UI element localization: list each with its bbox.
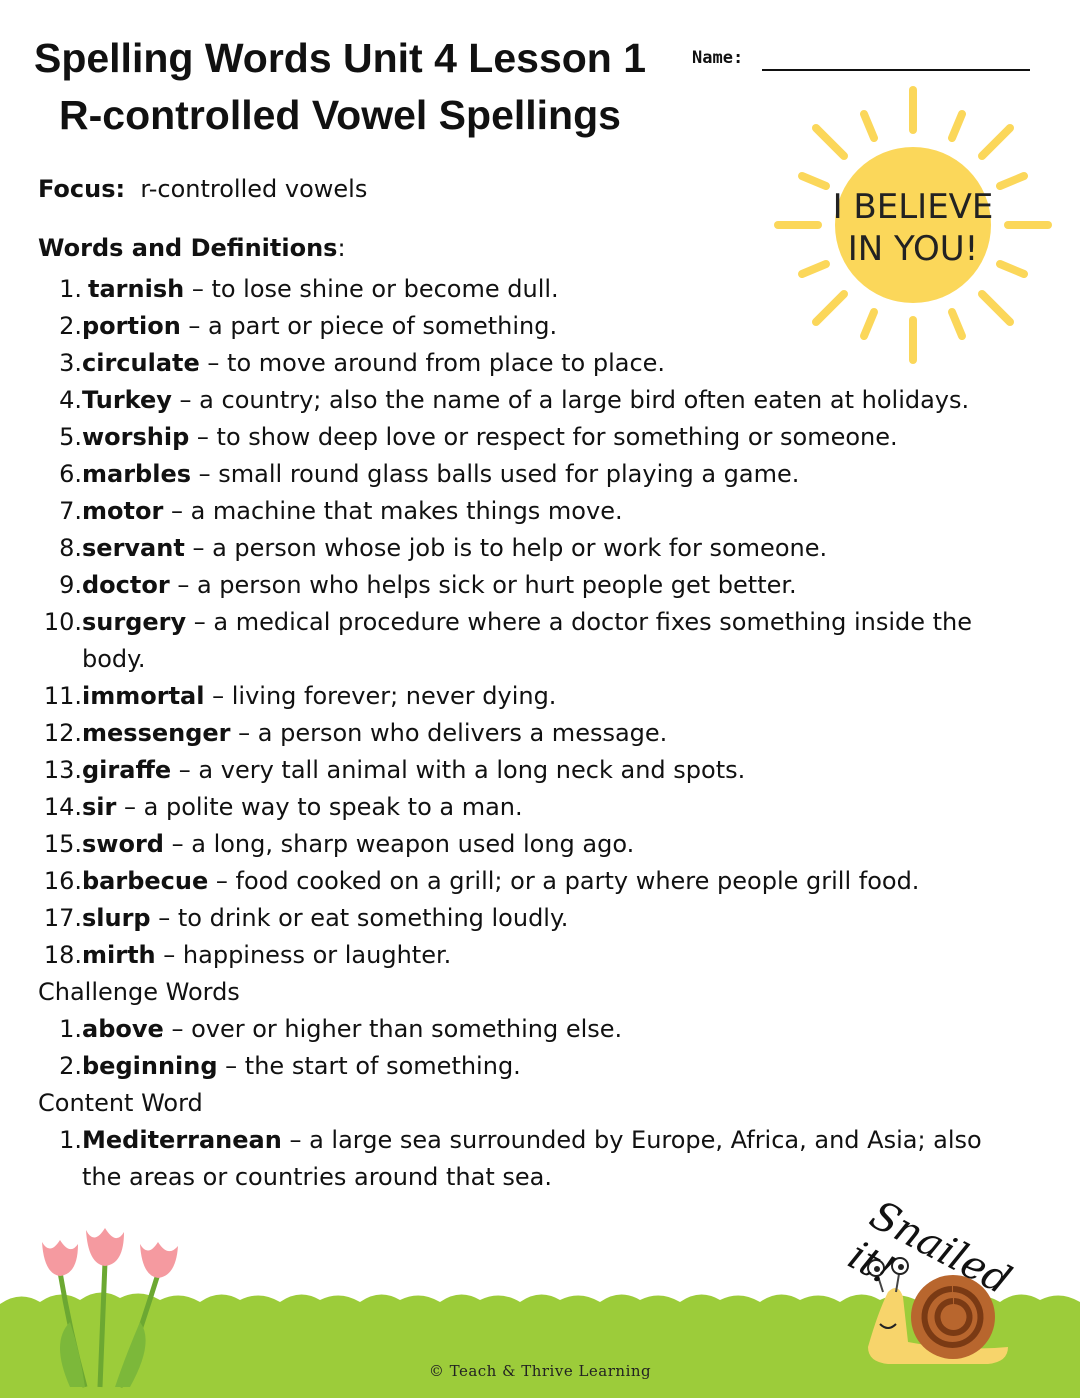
item-number: 9. (59, 571, 82, 599)
item-entry (82, 752, 1028, 789)
item-number: 10. (43, 608, 82, 636)
item-entry (82, 308, 1028, 345)
list-item (38, 308, 1028, 345)
name-blank-line[interactable] (762, 69, 1030, 71)
snailed-it-caption: Snailed it! (840, 1192, 1019, 1304)
vocab-word: doctor (82, 571, 170, 599)
title-line-2: R-controlled Vowel Spellings (59, 92, 621, 138)
item-entry (82, 530, 1028, 567)
item-entry (82, 1048, 1028, 1085)
list-item (38, 604, 1028, 678)
definition: – to drink or eat something loudly. (158, 904, 569, 932)
list-item (38, 456, 1028, 493)
list-item (38, 789, 1028, 826)
definition: – happiness or laughter. (163, 941, 452, 969)
definition: – the start of something. (225, 1052, 521, 1080)
list-item (38, 271, 1028, 308)
item-entry (82, 271, 1028, 308)
title-line-1: Spelling Words Unit 4 Lesson 1 (33, 35, 647, 81)
sun-text-line-2: IN YOU! (847, 229, 979, 269)
vocab-word: slurp (82, 904, 151, 932)
vocab-word: sword (82, 830, 164, 858)
item-number: 5. (59, 423, 82, 451)
item-number: 1. (59, 1015, 82, 1043)
list-item (38, 863, 1028, 900)
item-entry (82, 345, 1028, 382)
definition: – a machine that makes things move. (170, 497, 623, 525)
spelling-words (38, 271, 1028, 974)
words-heading: Words and Definitions: (38, 234, 346, 262)
item-entry (82, 419, 1028, 456)
definition: – a part or piece of something. (188, 312, 558, 340)
definition: – food cooked on a grill; or a party where people grill food. (215, 867, 920, 895)
definition: – a very tall animal with a long neck and spots. (178, 756, 746, 784)
list-item (38, 419, 1028, 456)
item-entry (82, 678, 1028, 715)
definition: – a person who helps sick or hurt people get better. (177, 571, 797, 599)
definition: – to move around from place to place. (207, 349, 666, 377)
vocab-word: above (82, 1015, 164, 1043)
vocab-word: surgery (82, 608, 187, 636)
definition: – a medical procedure where a doctor fixes something inside the body. (82, 608, 973, 673)
list-item (38, 715, 1028, 752)
list-item (38, 1048, 1028, 1085)
list-item (38, 530, 1028, 567)
item-entry (82, 456, 1028, 493)
vocab-word: worship (82, 423, 190, 451)
challenge-heading: Challenge Words (38, 978, 240, 1006)
item-number: 17. (43, 904, 82, 932)
name-label: Name: (692, 48, 744, 68)
item-entry (82, 789, 1028, 826)
vocab-word: Turkey (82, 386, 172, 414)
definition: – a person who delivers a message. (238, 719, 668, 747)
list-item (38, 567, 1028, 604)
definition: – over or higher than something else. (171, 1015, 623, 1043)
definition: – living forever; never dying. (212, 682, 557, 710)
item-number: 16. (43, 867, 82, 895)
item-entry (82, 604, 1028, 678)
item-entry (82, 863, 1028, 900)
definition: – a person whose job is to help or work for someone. (192, 534, 828, 562)
vocab-word: sir (82, 793, 117, 821)
item-number: 2. (59, 1052, 82, 1080)
list-item (38, 1011, 1028, 1048)
vocab-word: Mediterranean (82, 1126, 282, 1154)
item-number: 15. (43, 830, 82, 858)
item-entry (82, 493, 1028, 530)
page-title (30, 30, 650, 144)
content-heading: Content Word (38, 1089, 203, 1117)
vocab-word: barbecue (82, 867, 209, 895)
list-item (38, 493, 1028, 530)
item-entry (82, 937, 1028, 974)
challenge-words (38, 1011, 1028, 1085)
definition: – a polite way to speak to a man. (124, 793, 523, 821)
item-entry (82, 1011, 1028, 1048)
vocab-word: messenger (82, 719, 231, 747)
item-entry (82, 715, 1028, 752)
item-entry (82, 900, 1028, 937)
vocab-word: marbles (82, 460, 192, 488)
vocab-word: portion (82, 312, 181, 340)
definition: – small round glass balls used for playing a game. (198, 460, 800, 488)
item-number: 7. (59, 497, 82, 525)
content-words (38, 1122, 1028, 1196)
item-number: 14. (43, 793, 82, 821)
vocab-word: servant (82, 534, 185, 562)
list-item (38, 678, 1028, 715)
list-item (38, 1122, 1028, 1196)
vocab-word: beginning (82, 1052, 218, 1080)
list-item (38, 752, 1028, 789)
list-item (38, 345, 1028, 382)
item-number: 13. (43, 756, 82, 784)
list-item (38, 826, 1028, 863)
vocab-word: giraffe (82, 756, 172, 784)
vocab-word: mirth (82, 941, 156, 969)
definition: – a large sea surrounded by Europe, Africa, and Asia; also the areas or countries around that sea. (82, 1126, 982, 1191)
name-field-label (692, 48, 743, 68)
definition: – a country; also the name of a large bird often eaten at holidays. (179, 386, 970, 414)
item-number: 18. (43, 941, 82, 969)
item-number: 2. (59, 312, 82, 340)
item-number: 6. (59, 460, 82, 488)
item-number: 11. (43, 682, 82, 710)
definition: – to lose shine or become dull. (191, 275, 559, 303)
item-number: 8. (59, 534, 82, 562)
item-number: 1. (59, 1126, 82, 1154)
vocab-word: circulate (82, 349, 200, 377)
item-number: 12. (43, 719, 82, 747)
list-item (38, 937, 1028, 974)
item-entry (82, 382, 1028, 419)
words-heading-label: Words and Definitions (38, 234, 338, 262)
vocab-word: motor (82, 497, 164, 525)
word-list (38, 271, 1028, 1196)
sun-text-line-1: I BELIEVE (832, 187, 994, 227)
item-entry (82, 826, 1028, 863)
focus-line: Focus: r-controlled vowels (38, 175, 368, 203)
list-item (38, 382, 1028, 419)
vocab-word: immortal (82, 682, 205, 710)
item-number: 1. (59, 275, 82, 303)
copyright-footer: © Teach & Thrive Learning (428, 1362, 652, 1380)
item-entry (82, 1122, 1028, 1196)
focus-label: Focus (38, 175, 116, 203)
definition: – to show deep love or respect for something or someone. (196, 423, 898, 451)
definition: – a long, sharp weapon used long ago. (171, 830, 635, 858)
item-entry (82, 567, 1028, 604)
list-item (38, 900, 1028, 937)
item-number: 4. (59, 386, 82, 414)
item-number: 3. (59, 349, 82, 377)
focus-text: r-controlled vowels (140, 175, 368, 203)
vocab-word: tarnish (88, 275, 185, 303)
